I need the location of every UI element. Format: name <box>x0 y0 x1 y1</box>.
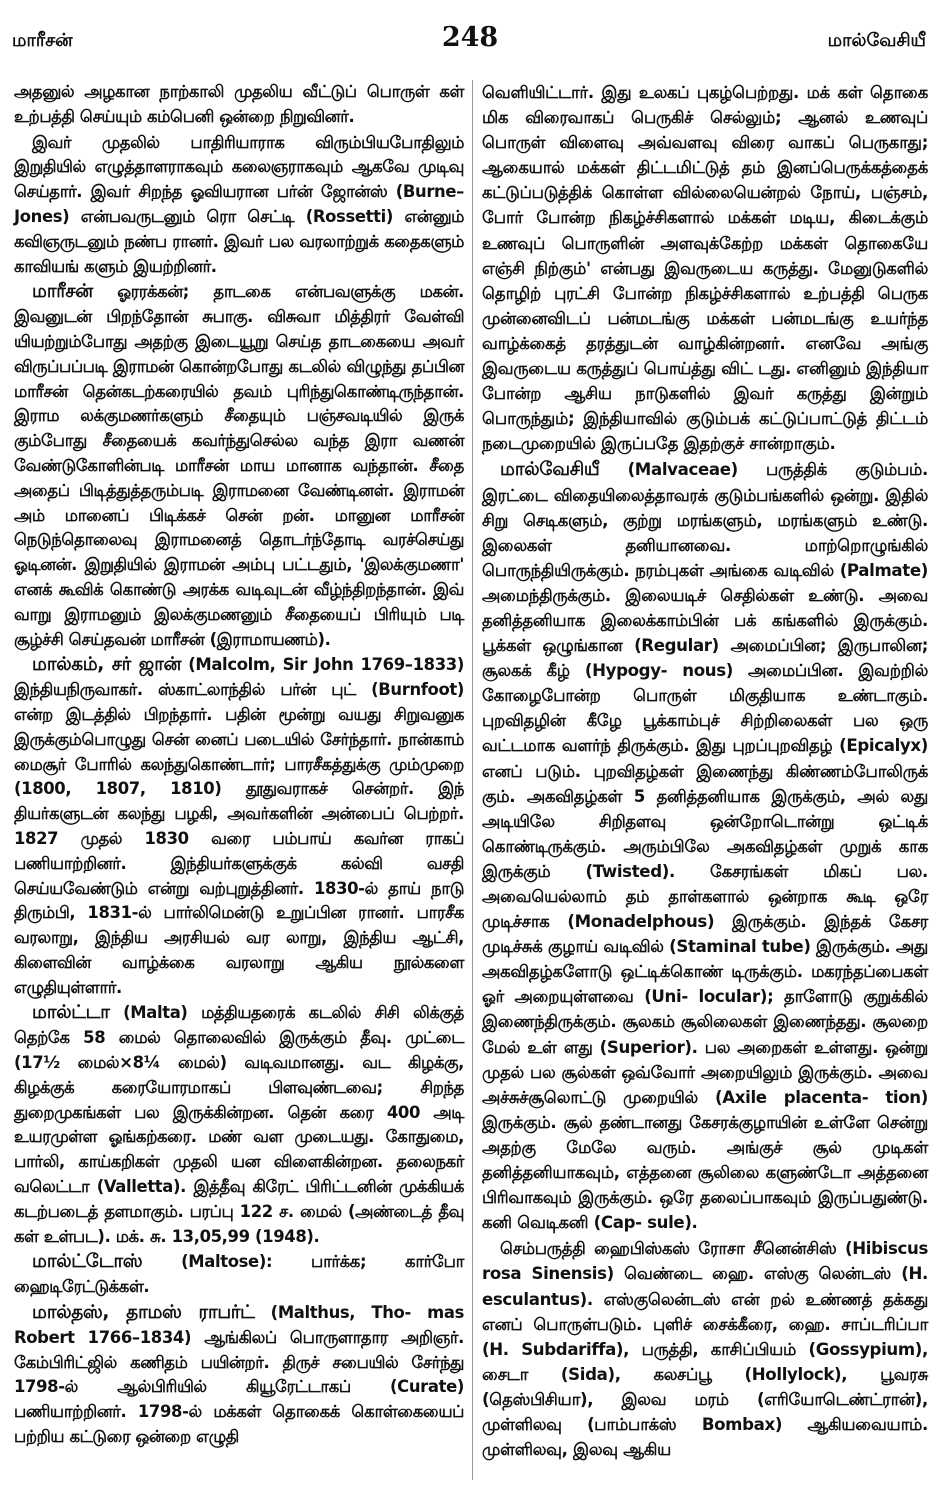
entry-body: (Malthus, Tho- mas Robert 1766–1834) ஆங்கிலப் பொருளாதார அறிஞர். கேம்பிரிட்ஜில் கணிதம் பயின்றர். திருச் சபையில் சேர்ந்து 1798-ல் ஆல்பிரியில் கியூரேட்டாகப் (Curate) பணியாற்றினர். 1798-ல் மக்கள் தொகைக் கொள்கையைப் பற்றிய கட்டுரை ஒன்றை எழுதி <box>14 1303 464 1447</box>
running-head-right: மால்வேசியீ <box>827 30 926 51</box>
running-head-left: மாரீசன் <box>12 30 73 51</box>
entry-headword: மாரீசன் <box>32 281 93 303</box>
entry-headword: மால்வேசியீ <box>500 459 600 481</box>
continued-paragraph: அதனுல் அழகான நாற்காலி முதலிய வீட்டுப் பொருள் கள் உற்பத்தி செய்யும் கம்பெனி ஒன்றை நிறுவினர். <box>14 82 464 126</box>
page-number: 248 <box>441 22 499 53</box>
entry-malvaceae <box>482 457 928 1235</box>
entry-body: (Maltose): பார்க்க; கார்போ ஹைடிரேட்டுக்கள். <box>14 1252 464 1297</box>
entry-malta <box>14 1001 464 1249</box>
paragraph: இவர் முதலில் பாதிரியாராக விரும்பியபோதிலும் இறுதியில் எழுத்தாளராகவும் கலைஞராகவும் ஆகவே முடிவு செய்தார். இவர் சிறந்த ஓவியரான பர்ன் ஜோன்ஸ் (Burne–Jones) என்பவருடனும் ரொ செட்டி (Rossetti) என்னும் கவிஞருடனும் நண்ப ரானர். இவர் பல வரலாற்றுக் கதைகளும் காவியங் களும் இயற்றினர். <box>14 132 464 276</box>
entry-body: (Malta) மத்தியதரைக் கடலில் சிசி லிக்குத் தெற்கே 58 மைல் தொலைவில் இருக்கும் தீவு. முட்டை (17½ மைல்×8¼ மைல்) வடிவமானது. வட கிழக்கு, கிழக்குக் கரையோரமாகப் பிளவுண்டவை; சிறந்த துறைமுகங்கள் பல இருக்கின்றன. தென் கரை 400 அடி உயரமுள்ள ஓங்கற்கரை. மண் வள முடையது. கோதுமை, பார்லி, காய்கறிகள் முதலி யன விளைகின்றன. தலைநகர் வலெட்டா (Valletta). இத்தீவு கிரேட் பிரிட்டனின் முக்கியக் கடற்படைத் தளமாகும். பரப்பு 122 ச. மைல் (அண்டைத் தீவு கள் உள்பட). மக். சு. 13,05,99 (1948). <box>14 1003 464 1246</box>
entry-body: ஓரரக்கன்; தாடகை என்பவளுக்கு மகன். இவனுடன் பிறந்தோன் சுபாகு. விசுவா மித்திரர் வேள்வி யியற்றும்போது அதற்கு இடையூறு செய்த தாடகையை அவர் விருப்பப்படி இராமன் கொன்றபோது கடலில் விழுந்து தப்பின மாரீசன் தென்கடற்கரையில் தவம் புரிந்துகொண்டிருந்தான். இராம லக்குமணர்களும் சீதையும் பஞ்சவடியில் இருக் கும்போது சீதையைக் கவர்ந்துசெல்ல வந்த இரா வணன் வேண்டுகோளின்படி மாரீசன் மாய மானாக வந்தான். சீதை அதைப் பிடித்துத்தரும்படி இராமனை வேண்டினள். இராமன் அம் மானைப் பிடிக்கச் சென் றன். மானுன மாரீசன் நெடுந்தொலைவு இராமனைத் தொடர்ந்தோடி வரச்செய்து ஓடினன். இறுதியில் இராமன் அம்பு பட்டதும், 'இலக்குமணா' எனக் கூவிக் கொண்டு அரக்க வடிவுடன் வீழ்ந்திறந்தான். இவ் வாறு இராமனும் இலக்குமணனும் சீதையைப் பிரியும் படி சூழ்ச்சி செய்தவன் மாரீசன் (இராமாயணம்). <box>14 282 464 649</box>
entry-headword: மால்கம், சர் ஜான் <box>32 654 182 676</box>
entry-malcolm <box>14 653 464 1000</box>
continued-paragraph: வெளியிட்டார். இது உலகப் புகழ்பெற்றது. மக் கள் தொகை மிக விரைவாகப் பெருகிச் செல்லும்; ஆனல் உணவுப் பொருள் விளைவு அவ்வளவு விரை வாகப் பெருகாது; ஆகையால் மக்கள் திட்டமிட்டுத் தம் இனப்பெருக்கத்தைக் கட்டுப்படுத்திக் கொள்ள வில்லையென்றல் நோய், பஞ்சம், போர் போன்ற நிகழ்ச்சிகளால் மக்கள் மடிய, கிடைக்கும் உணவுப் பொருளின் அளவுக்கேற்ற மக்கள் தொகையே எஞ்சி நிற்கும்' என்பது இவருடைய கருத்து. மேனுடுகளில் தொழிற் புரட்சி போன்ற நிகழ்ச்சிகளால் உற்பத்தி பெருக முன்னைவிடப் பன்மடங்கு மக்கள் பன்மடங்கு உயர்ந்த வாழ்க்கைத் தரத்துடன் வாழ்கின்றனர். எனவே அங்கு இவருடைய கருத்துப் பொய்த்து விட் டது. எனினும் இந்தியா போன்ற ஆசிய நாடுகளில் இவர் கருத்து இன்றும் பொருந்தும்; இந்தியாவில் குடும்பக் கட்டுப்பாட்டுத் திட்டம் நடைமுறையில் இருப்பதே இதற்குச் சான்றாகும். <box>482 83 928 454</box>
entry-body: (Malvaceae) பருத்திக் குடும்பம். இரட்டை விதையிலைத்தாவரக் குடும்பங்களில் ஒன்று. இதில் சிறு செடிகளும், குற்று மரங்களும், மரங்களும் உண்டு. இலைகள் தனியானவை. மாற்றொழுங்கில் பொருந்தியிருக்கும். நரம்புகள் அங்கை வடிவில் (Palmate) அமைந்திருக்கும். இலையடிச் செதில்கள் உண்டு. அவை தனித்தனியாக இலைக்காம்பின் பக் கங்களில் இருக்கும். பூக்கள் ஒழுங்கான (Regular) அமைப்பின; இருபாலின; சூலகக் கீழ் (Hypogy- nous) அமைப்பின. இவற்றில் கோழைபோன்ற பொருள் மிகுதியாக உண்டாகும். புறவிதழின் கீழே பூக்காம்புச் சிற்றிலைகள் பல ஒரு வட்டமாக வளர்ந் திருக்கும். இது புறப்புறவிதழ் (Epicalyx) எனப் படும். புறவிதழ்கள் இணைந்து கிண்ணம்போலிருக் கும். அகவிதழ்கள் 5 தனித்தனியாக இருக்கும், அல் லது அடியிலே சிறிதளவு ஒன்றோடொன்று ஒட்டிக் கொண்டிருக்கும். அரும்பிலே அகவிதழ்கள் முறுக் காக இருக்கும் (Twisted). கேசரங்கள் மிகப் பல. அவையெல்லாம் தம் தாள்களால் ஒன்றாக கூடி ஒரே முடிச்சாக (Monadelphous) இருக்கும். இந்தக் கேசர முடிச்சுக் குழாய் வடிவில் (Staminal tube) இருக்கும். அது அகவிதழ்களோடு ஒட்டிக்கொண் டிருக்கும். மகரந்தப்பைகள் ஓர் அறையுள்ளவை (Uni- locular); தாளோடு குறுக்கில் இணைந்திருக்கும். சூலகம் சூலிலைகள் இணைந்தது. சூலறை மேல் உள் ளது (Superior). பல அறைகள் உள்ளது. ஒன்று முதல் பல சூல்கள் ஒவ்வோர் அறையிலும் இருக்கும். அவை அச்சுச்சூலொட்டு முறையில் (Axile placenta- tion) இருக்கும். சூல் தண்டானது கேசரக்குழாயின் உள்ளே சென்று அதற்கு மேலே வரும். அங்குச் சூல் முடிகள் தனித்தனியாகவும், எத்தனை சூலிலை களுண்டோ அத்தனை பிரிவாகவும் இருக்கும். ஒரே தலைப்பாகவும் இருப்பதுண்டு. கனி வெடிகனி (Cap- sule). <box>482 460 928 1233</box>
left-column <box>14 80 464 1451</box>
column-divider <box>472 80 473 1480</box>
entry-body: (Malcolm, Sir John 1769–1833) இந்தியநிருவாகர். ஸ்காட்லாந்தில் பர்ன் புட் (Burnfoot) என்ற இடத்தில் பிறந்தார். பதின் மூன்று வயது சிறுவனுக இருக்கும்பொழுது சென் னைப் படையில் சேர்ந்தார். நான்காம் மைசூர் போரில் கலந்துகொண்டார்; பாரசீகத்துக்கு மும்முறை (1800, 1807, 1810) தூதுவராகச் சென்றர். இந் தியர்களுடன் கலந்து பழகி, அவர்களின் அன்பைப் பெற்றர். 1827 முதல் 1830 வரை பம்பாய் கவர்ன ராகப் பணியாற்றினர். இந்தியர்களுக்குக் கல்வி வசதி செய்யவேண்டும் என்று வற்புறுத்தினர். 1830-ல் தாய் நாடு திரும்பி, 1831-ல் பார்லிமென்டு உறுப்பின ரானர். பாரசீக வரலாறு, இந்திய அரசியல் வர லாறு, இந்திய ஆட்சி, கிளைவின் வாழ்க்கை வரலாறு ஆகிய நூல்களை எழுதியுள்ளார். <box>14 655 464 997</box>
entry-headword: மால்ட்டா <box>32 1002 110 1024</box>
right-column <box>482 80 928 1463</box>
entry-mareechan <box>14 280 464 652</box>
species-paragraph: செம்பருத்தி ஹைபிஸ்கஸ் ரோசா சீனென்சிஸ் (Hibiscus rosa Sinensis) வெண்டை ஹை. எஸ்கு லென்டஸ் (H. esculantus). எஸ்குலென்டஸ் என் றல் உண்ணத் தக்கது எனப் பொருள்படும். புளிச் சைக்கீரை, ஹை. சாப்டரிப்பா (H. Subdariffa), பருத்தி, காசிப்பியம் (Gossypium), சைடா (Sida), கலசப்பூ (Hollylock), பூவரசு (தெஸ்பிசியா), இலவ மரம் (எரியோடெண்ட்ரான்), முள்ளிலவு (பாம்பாக்ஸ் Bombax) ஆகியவையாம். முள்ளிலவு, இலவு ஆகிய <box>482 1239 928 1460</box>
entry-maltose <box>14 1250 464 1300</box>
page-header <box>0 10 940 60</box>
entry-headword: மால்தஸ், தாமஸ் ராபர்ட் <box>32 1302 255 1324</box>
entry-headword: மால்ட்டோஸ் <box>32 1251 143 1273</box>
entry-malthus <box>14 1301 464 1450</box>
